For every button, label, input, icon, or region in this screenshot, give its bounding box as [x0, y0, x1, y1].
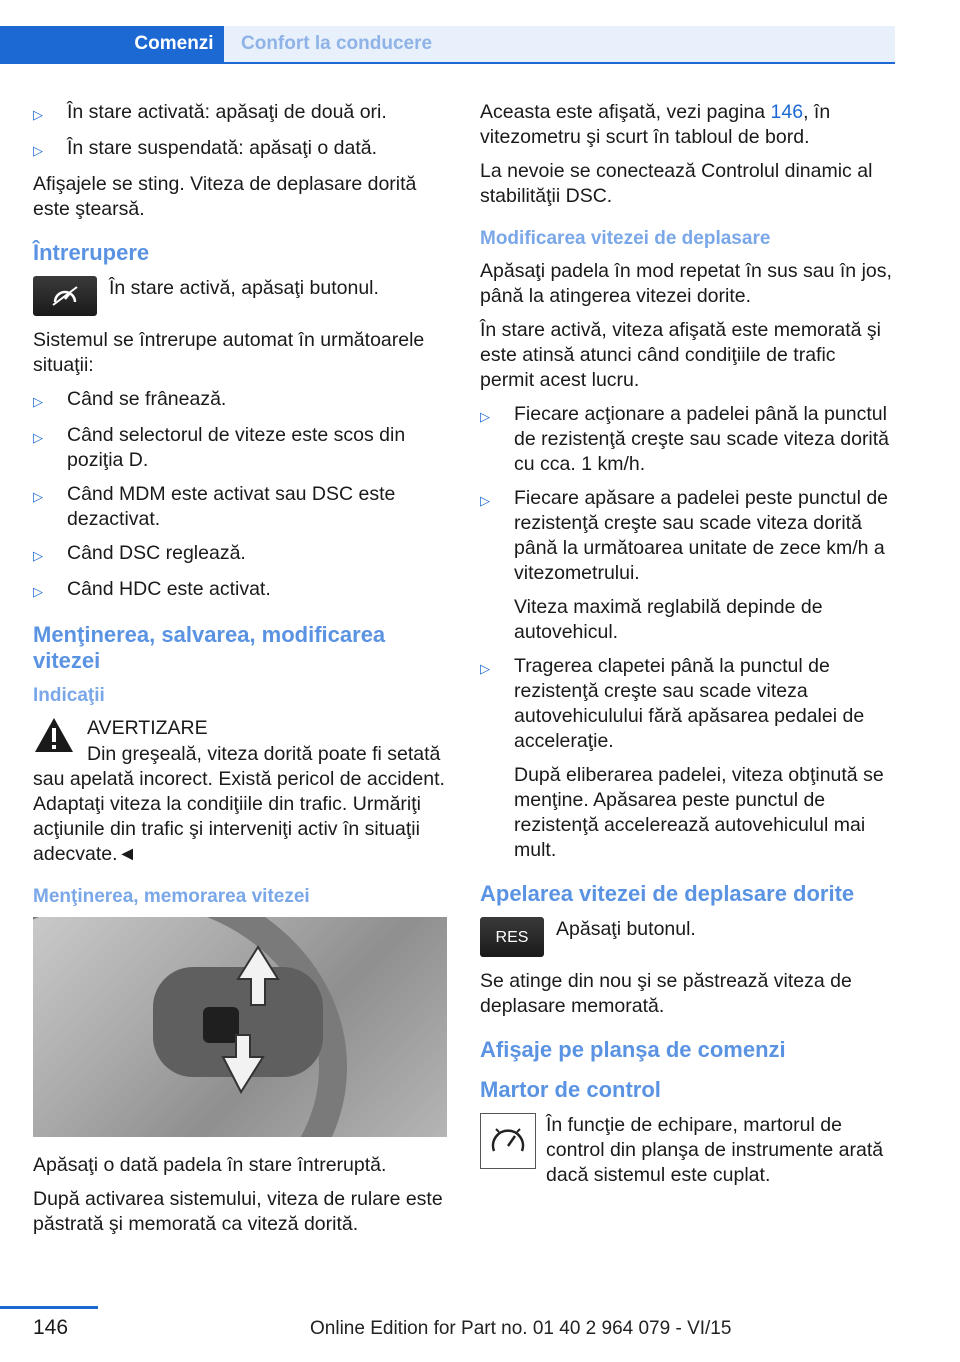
paragraph: La nevoie se conectează Controlul dinamic al stabilităţii DSC.: [480, 160, 873, 207]
triangle-bullet-icon: ▷: [33, 394, 43, 409]
triangle-bullet-icon: ▷: [480, 409, 490, 424]
heading-indicatii: Indicaţii: [33, 685, 105, 706]
warning-title: AVERTIZARE: [87, 717, 208, 739]
paragraph: Afişajele se sting. Viteza de deplasare dorită este ştearsă.: [33, 173, 417, 220]
steering-wheel-paddle-photo: [33, 917, 447, 1137]
heading-apelarea: Apelarea vitezei de deplasare dorite: [480, 881, 855, 906]
res-button-icon: RES: [480, 917, 544, 957]
footer-rule: [0, 1306, 98, 1309]
interrupt-instruction: În stare activă, apăsaţi butonul.: [33, 276, 447, 316]
warning-text: Din greşeală, viteza dorită poate fi setată sau apelată incorect. Există pericol de accident. Adaptaţi viteza la condiţiile din trafic. Urmăriţi acţiunile din trafic şi interveniţi activ în situaţii adecvate.◄: [33, 743, 445, 865]
indicator-description: În funcţie de echipare, martorul de control din planşa de instrumente arată dacă sistemul este cuplat.: [480, 1113, 895, 1188]
paragraph: Se atinge din nou şi se păstrează viteza de deplasare memorată.: [480, 970, 852, 1017]
paragraph: Apăsaţi o dată padela în stare întreruptă.: [33, 1154, 387, 1176]
heading-modificarea: Modificarea vitezei de deplasare: [480, 228, 771, 249]
list-item: ▷ Fiecare apăsare a padelei peste punctul de rezistenţă creşte sau scade viteza dorită până la următoarea unitate de zece km/h a vitezometrului. Viteza maximă reglabilă depinde de autovehicul.: [480, 487, 889, 643]
triangle-bullet-icon: ▷: [33, 489, 43, 504]
list-item: ▷ În stare suspendată: apăsaţi o dată.: [33, 136, 447, 163]
triangle-bullet-icon: ▷: [480, 493, 490, 508]
page-link[interactable]: 146: [770, 101, 804, 123]
triangle-bullet-icon: ▷: [33, 107, 43, 122]
list-item: ▷ Când MDM este activat sau DSC este dezactivat.: [33, 483, 396, 530]
triangle-bullet-icon: ▷: [33, 584, 43, 599]
paragraph: În stare activă, viteza afişată este memorată şi este atinsă atunci când condiţiile de trafic permit acest lucru.: [480, 319, 882, 391]
list-item: ▷ Când HDC este activat.: [33, 577, 447, 604]
header-accent-block: [0, 26, 124, 62]
speedometer-indicator-icon: [480, 1113, 536, 1169]
list-item: ▷ Când selectorul de viteze este scos din poziţia D.: [33, 424, 406, 471]
header-section-tab[interactable]: Confort la conducere: [224, 26, 895, 62]
triangle-bullet-icon: ▷: [33, 143, 43, 158]
list-item: ▷ Când se frânează.: [33, 387, 447, 414]
triangle-bullet-icon: ▷: [33, 430, 43, 445]
heading-intrerupere: Întrerupere: [33, 240, 150, 265]
heading-memorare: Menţinerea, memorarea vitezei: [33, 886, 310, 907]
heading-martor: Martor de control: [480, 1077, 661, 1102]
triangle-bullet-icon: ▷: [480, 661, 490, 676]
heading-mentinere: Menţinerea, salvarea, modificarea vitezei: [33, 622, 386, 673]
list-item: ▷ Când DSC reglează.: [33, 541, 447, 568]
right-column: [480, 100, 895, 1200]
list-item: ▷ Tragerea clapetei până la punctul de rezistenţă creşte sau scade viteza autovehiculului fără apăsarea pedalei de acceleraţie. După eliberarea padelei, viteza obţinută se menţine. Apăsarea peste punctul de rezistenţă accelerează autovehiculul mai mult.: [480, 655, 884, 861]
paragraph: Aceasta este afişată, vezi pagina 146, în vitezometru şi scurt în tabloul de bord.: [480, 101, 831, 148]
edition-label: Online Edition for Part no. 01 40 2 964 079 - VI/15: [310, 1318, 732, 1339]
page-header: [0, 0, 960, 64]
cruise-interrupt-button-icon: [33, 276, 97, 316]
paragraph: După activarea sistemului, viteza de rulare este păstrată şi memorată ca viteză dorită.: [33, 1188, 443, 1235]
heading-afisaje: Afişaje pe planşa de comenzi: [480, 1037, 786, 1062]
triangle-bullet-icon: ▷: [33, 548, 43, 563]
resume-instruction: RES Apăsaţi butonul.: [480, 917, 895, 957]
paragraph: Apăsaţi padela în mod repetat în sus sau în jos, până la atingerea vitezei dorite.: [480, 260, 892, 307]
warning-triangle-icon: [33, 716, 75, 754]
page-number: 146: [33, 1316, 69, 1339]
list-item: ▷ Fiecare acţionare a padelei până la punctul de rezistenţă creşte sau scade viteza dorită cu cca. 1 km/h.: [480, 403, 890, 475]
list-item: ▷ În stare activată: apăsaţi de două ori.: [33, 100, 447, 127]
header-chapter-tab[interactable]: Comenzi: [124, 26, 224, 62]
paragraph: Sistemul se întrerupe automat în următoarele situaţii:: [33, 329, 425, 376]
left-column: [33, 100, 447, 1246]
